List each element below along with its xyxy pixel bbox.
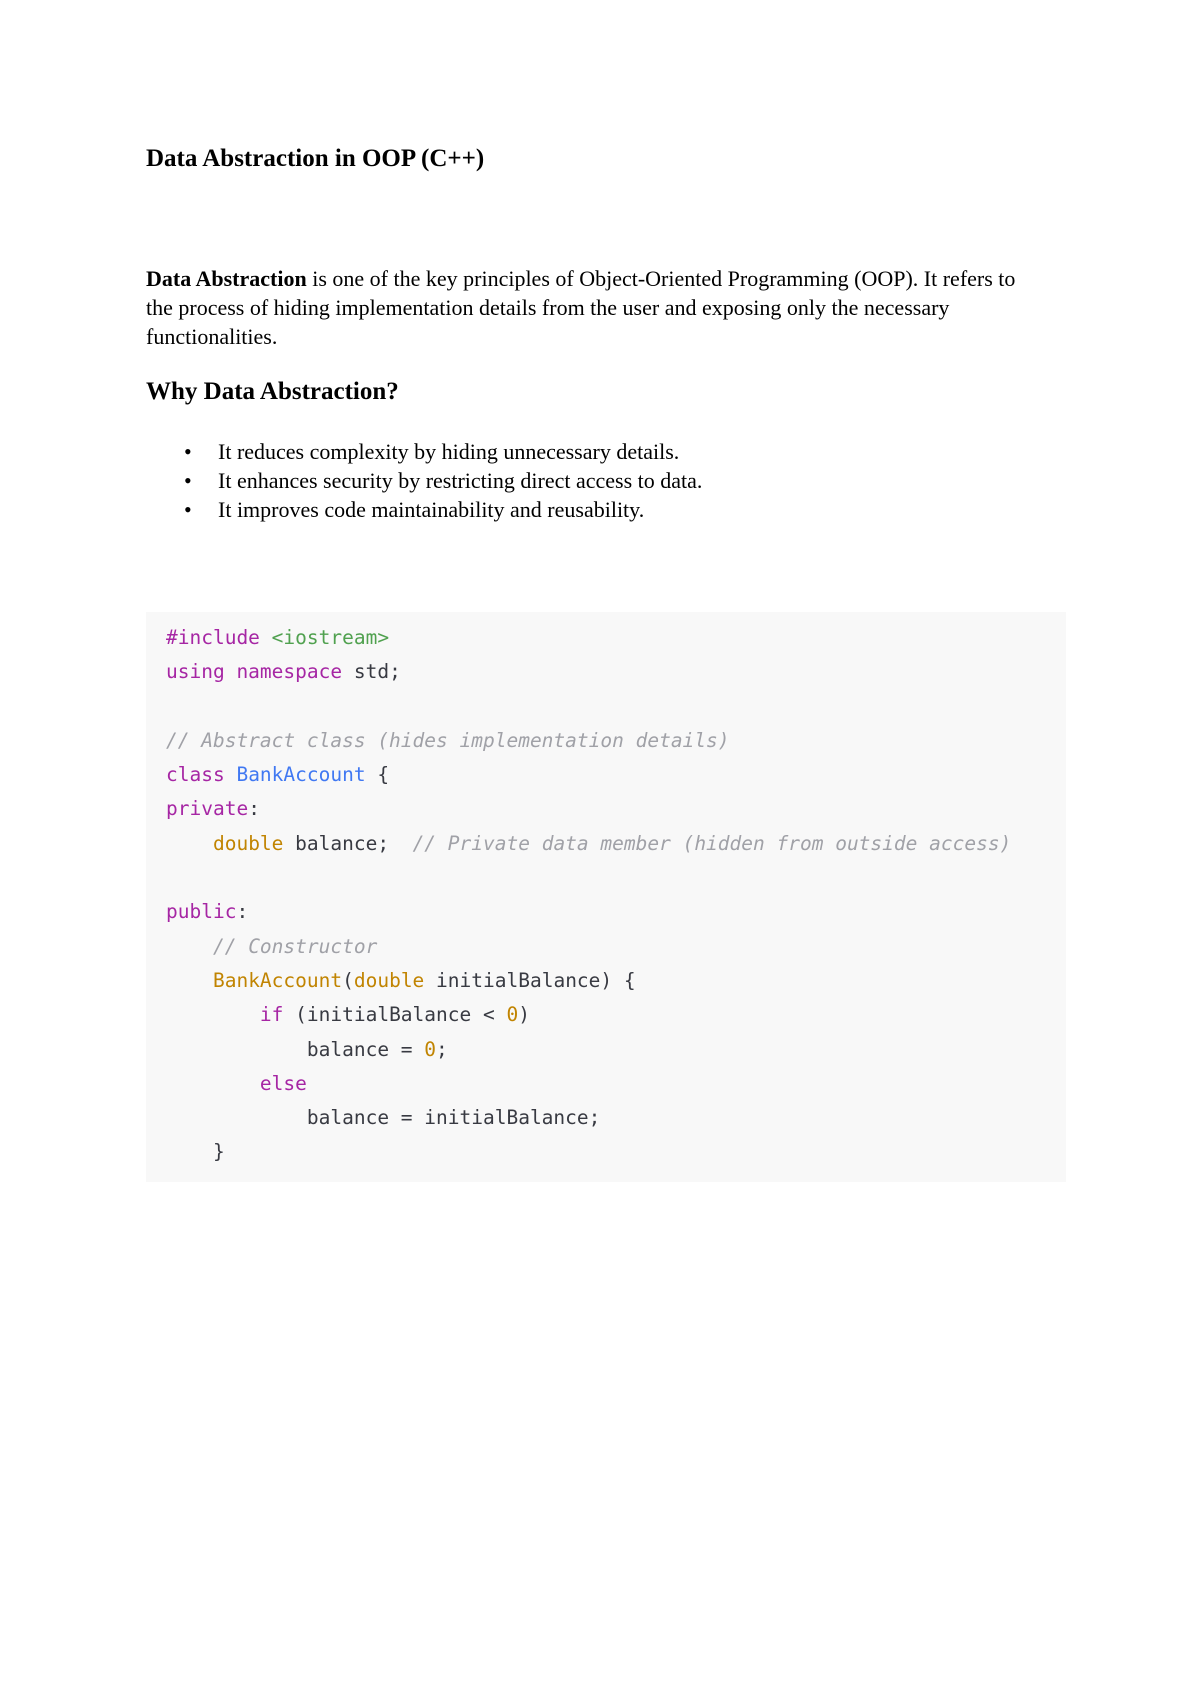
- code-keyword: #include: [166, 626, 272, 649]
- code-line: [166, 1033, 1066, 1067]
- bullet-icon: •: [184, 497, 192, 522]
- code-text: (: [342, 968, 354, 992]
- list-item: [146, 437, 702, 466]
- code-text: ): [518, 1003, 530, 1027]
- code-comment: // Constructor: [212, 934, 378, 958]
- code-keyword: using namespace: [166, 660, 343, 684]
- code-line: [166, 690, 1066, 724]
- intro-paragraph: [146, 264, 1046, 351]
- code-line: [166, 827, 1066, 861]
- code-text: balance = initialBalance;: [166, 1106, 601, 1130]
- code-text: :: [248, 797, 260, 821]
- code-text: balance =: [166, 1037, 425, 1061]
- code-class-name: BankAccount: [236, 763, 366, 787]
- intro-term: Data Abstraction: [146, 266, 307, 291]
- code-text: std;: [342, 660, 401, 684]
- code-keyword: private: [166, 797, 249, 821]
- code-comment: // Private data member (hidden from outside access): [412, 831, 1012, 855]
- code-number: 0: [424, 1037, 437, 1061]
- code-text: (initialBalance <: [283, 1003, 507, 1027]
- code-text: }: [166, 1140, 225, 1164]
- code-comment: // Abstract class (hides implementation details): [166, 728, 730, 752]
- code-keyword: else: [259, 1071, 307, 1095]
- code-block: [146, 612, 1066, 1182]
- code-text: [166, 969, 213, 992]
- list-item-text: It improves code maintainability and reusability.: [218, 497, 645, 522]
- list-item: [146, 466, 702, 495]
- code-keyword: public: [166, 900, 237, 924]
- bullet-list: [146, 437, 702, 524]
- document-title: Data Abstraction in OOP (C++): [146, 145, 485, 172]
- code-text: :: [236, 900, 249, 924]
- code-text: [166, 935, 213, 958]
- list-item-text: It reduces complexity by hiding unnecessary details.: [218, 439, 680, 464]
- code-line: [166, 1135, 1066, 1169]
- code-type: BankAccount: [212, 968, 343, 992]
- code-line: [166, 621, 1066, 655]
- list-item: [146, 495, 702, 524]
- code-line: [166, 724, 1066, 758]
- code-type: double: [212, 831, 284, 855]
- code-line: [166, 998, 1066, 1032]
- code-number: 0: [506, 1003, 519, 1027]
- code-line: [166, 861, 1066, 895]
- code-keyword: class: [166, 763, 225, 787]
- code-text: initialBalance) {: [424, 968, 636, 992]
- code-line: [166, 655, 1066, 689]
- code-line: [166, 792, 1066, 826]
- list-item-text: It enhances security by restricting direct access to data.: [218, 468, 703, 493]
- bullet-icon: •: [184, 468, 192, 493]
- code-text: ;: [436, 1037, 448, 1061]
- code-type: double: [353, 968, 425, 992]
- code-keyword: if: [259, 1003, 284, 1027]
- intro-text: is one of the key principles of Object-Oriented Programming (OOP). It refers to the process of hiding implementation details from the user and exposing only the necessary functionalities.: [146, 266, 1016, 349]
- section-heading: Why Data Abstraction?: [146, 378, 399, 405]
- code-text: [166, 1003, 260, 1026]
- bullet-icon: •: [184, 439, 192, 464]
- code-text: [225, 763, 237, 786]
- code-text: [166, 1072, 260, 1095]
- code-line: [166, 1067, 1066, 1101]
- code-line: [166, 1101, 1066, 1135]
- code-line: [166, 930, 1066, 964]
- code-text: [166, 832, 213, 855]
- code-line: [166, 895, 1066, 929]
- code-line: [166, 758, 1066, 792]
- code-text: balance;: [283, 831, 413, 855]
- code-text: {: [365, 763, 390, 787]
- code-line: [166, 964, 1066, 998]
- code-string: <iostream>: [271, 626, 390, 649]
